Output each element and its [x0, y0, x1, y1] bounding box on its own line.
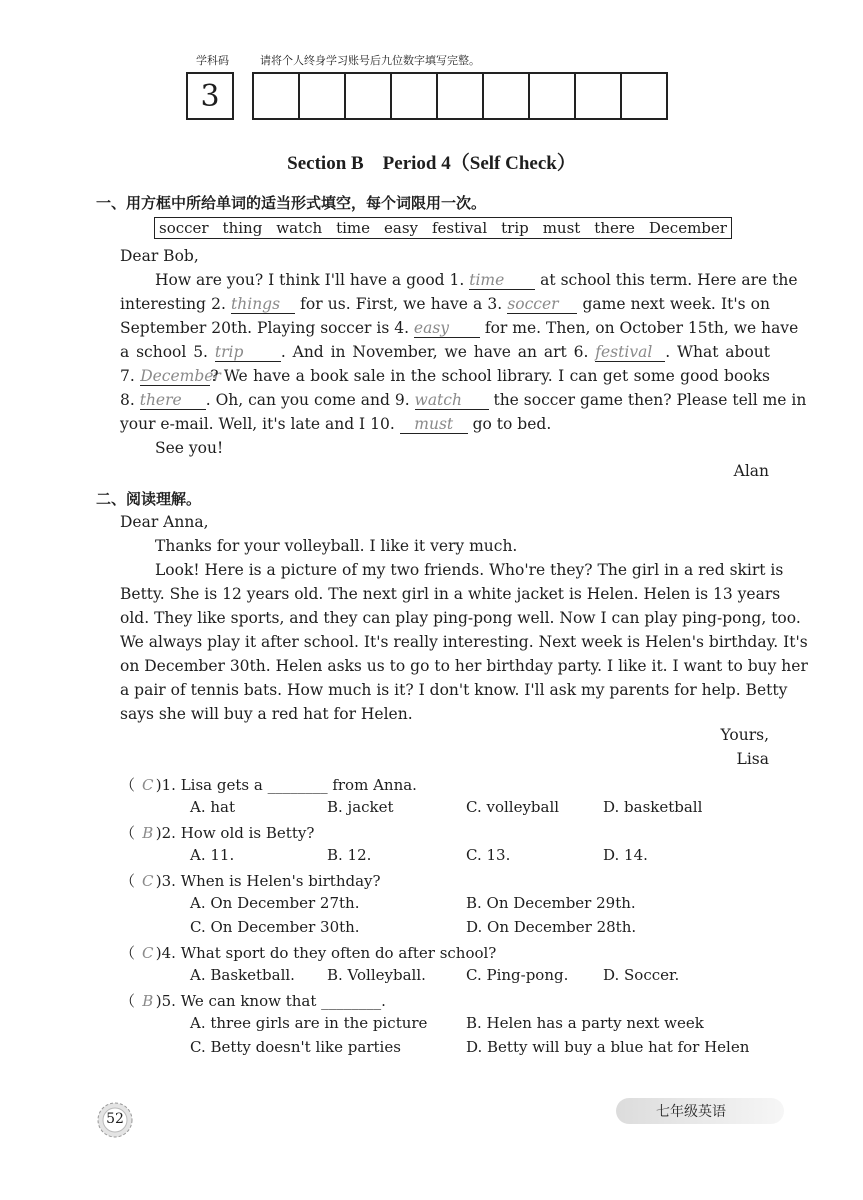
letter-line: [120, 388, 807, 412]
reading-line: on December 30th. Helen asks us to go to her birthday party. I like it. I want to buy her: [120, 657, 808, 675]
page-title: Section B Period 4（Self Check）: [287, 153, 576, 174]
reading-line: a pair of tennis bats. How much is it? I don't know. I'll ask my parents for help. Betty: [120, 681, 788, 699]
question-stem-row: [120, 870, 381, 891]
answer-blank[interactable]: trip: [215, 343, 281, 362]
answer-blank[interactable]: must: [400, 415, 468, 434]
question-option[interactable]: A. hat: [190, 798, 235, 816]
book-label: [616, 1098, 784, 1124]
code-digit-box[interactable]: [620, 72, 668, 120]
reading-line: Look! Here is a picture of my two friends. Who're they? The girl in a red skirt is: [155, 561, 784, 579]
reading-line: Betty. She is 12 years old. The next girl in a white jacket is Helen. Helen is 13 years: [120, 585, 781, 603]
code-digit-box[interactable]: [344, 72, 392, 120]
reading-greeting: Dear Anna,: [120, 513, 209, 531]
word-box-item: trip: [501, 219, 529, 237]
letter-signature: Alan: [733, 462, 769, 480]
code-digit-box[interactable]: [252, 72, 300, 120]
reading-signature: Lisa: [736, 750, 769, 768]
code-digit-box[interactable]: [390, 72, 438, 120]
word-box-item: December: [648, 219, 727, 237]
question-stem: )2. How old is Betty?: [155, 824, 315, 842]
letter-line: [120, 340, 770, 364]
student-code-boxes: [188, 72, 668, 118]
letter-line: [120, 316, 799, 340]
book-label-text: 七年级英语: [656, 1104, 726, 1120]
question-option[interactable]: A. On December 27th.: [190, 894, 360, 912]
question-option[interactable]: D. Soccer.: [603, 966, 680, 984]
question-option[interactable]: C. 13.: [466, 846, 511, 864]
word-box-item: thing: [222, 219, 263, 237]
letter-text: 7.: [120, 367, 141, 385]
letter-text: for us. First, we have a 3.: [295, 295, 508, 313]
word-box: [154, 217, 732, 239]
word-box-item: easy: [384, 219, 419, 237]
word-box-item: festival: [431, 219, 488, 237]
letter-text: How are you? I think I'll have a good 1.: [155, 271, 470, 289]
answer-blank[interactable]: there: [140, 391, 206, 410]
answer-paren: （: [120, 824, 140, 842]
question-option[interactable]: B. 12.: [327, 846, 372, 864]
code-digit-box[interactable]: [482, 72, 530, 120]
word-box-item: watch: [276, 219, 323, 237]
question-option[interactable]: B. On December 29th.: [466, 894, 636, 912]
word-box-item: soccer: [159, 219, 209, 237]
answer-paren: （: [120, 872, 140, 890]
code-digit-box[interactable]: [528, 72, 576, 120]
answer-mark[interactable]: B: [142, 992, 154, 1010]
letter-closing: See you!: [155, 439, 224, 457]
letter-text: September 20th. Playing soccer is 4.: [120, 319, 414, 337]
answer-blank[interactable]: soccer: [507, 295, 577, 314]
letter-text: . And in November, we have an art 6.: [280, 343, 596, 361]
word-box-item: there: [594, 219, 635, 237]
code-digit-box[interactable]: [574, 72, 622, 120]
letter-line: [120, 292, 770, 316]
question-stem: )3. When is Helen's birthday?: [155, 872, 381, 890]
letter-text: . Oh, can you come and 9.: [205, 391, 415, 409]
letter-text: game next week. It's on: [577, 295, 770, 313]
letter-text: at school this term. Here are the: [535, 271, 798, 289]
part2-heading: 二、阅读理解。: [96, 490, 202, 508]
page-number: 52: [106, 1111, 124, 1127]
part1-heading: 一、用方框中所给单词的适当形式填空，每个词限用一次。: [96, 194, 487, 212]
answer-mark[interactable]: C: [142, 944, 154, 962]
question-stem-row: [120, 774, 417, 795]
question-option[interactable]: B. jacket: [327, 798, 394, 816]
answer-blank[interactable]: easy: [414, 319, 480, 338]
letter-text: . What about: [665, 343, 770, 361]
question-stem-row: [120, 822, 314, 843]
question-option[interactable]: A. three girls are in the picture: [190, 1014, 428, 1032]
question-stem: )1. Lisa gets a ________ from Anna.: [155, 776, 417, 794]
question-option[interactable]: D. On December 28th.: [466, 918, 637, 936]
answer-blank[interactable]: festival: [595, 343, 665, 362]
reading-closing: Yours,: [720, 726, 769, 744]
answer-blank[interactable]: December: [140, 367, 221, 385]
question-stem: )5. We can know that ________.: [155, 992, 386, 1010]
question-option[interactable]: D. basketball: [603, 798, 703, 816]
code-instruction: 请将个人终身学习账号后九位数字填写完整。: [260, 54, 480, 67]
answer-mark[interactable]: C: [142, 872, 154, 890]
question-option[interactable]: D. 14.: [603, 846, 648, 864]
question-option[interactable]: C. volleyball: [466, 798, 560, 816]
letter-greeting: Dear Bob,: [120, 247, 199, 265]
letter-line: [155, 268, 798, 292]
answer-paren: （: [120, 992, 140, 1010]
question-option[interactable]: C. Betty doesn't like parties: [190, 1038, 401, 1056]
letter-text: 8.: [120, 391, 140, 409]
letter-text: go to bed.: [467, 415, 552, 433]
page-number-badge: [92, 1100, 138, 1140]
reading-line: old. They like sports, and they can play ping-pong well. Now I can play ping-pong, too.: [120, 609, 801, 627]
reading-line: says she will buy a red hat for Helen.: [120, 705, 413, 723]
letter-line: [120, 412, 770, 436]
question-stem: )4. What sport do they often do after school?: [155, 944, 497, 962]
question-option[interactable]: B. Helen has a party next week: [466, 1014, 704, 1032]
answer-blank[interactable]: time: [469, 271, 535, 290]
answer-mark[interactable]: C: [142, 776, 154, 794]
letter-line: [120, 364, 770, 388]
answer-paren: （: [120, 776, 140, 794]
word-box-item: time: [336, 219, 371, 237]
reading-thanks: Thanks for your volleyball. I like it very much.: [155, 537, 518, 555]
question-stem-row: [120, 990, 386, 1011]
word-box-item: must: [542, 219, 581, 237]
question-option[interactable]: D. Betty will buy a blue hat for Helen: [466, 1038, 750, 1056]
question-option[interactable]: A. 11.: [190, 846, 235, 864]
answer-blank[interactable]: things: [231, 295, 295, 314]
letter-text: interesting 2.: [120, 295, 232, 313]
letter-text: the soccer game then? Please tell me in: [488, 391, 807, 409]
subject-code-box: 3: [186, 72, 234, 120]
letter-text: ? We have a book sale in the school library. I can get some good books: [210, 367, 770, 385]
code-label: 学科码: [196, 54, 229, 67]
question-option[interactable]: A. Basketball.: [190, 966, 295, 984]
question-stem-row: [120, 942, 496, 963]
code-digit-box[interactable]: [436, 72, 484, 120]
question-option[interactable]: C. Ping-pong.: [466, 966, 569, 984]
letter-text: your e-mail. Well, it's late and I 10.: [120, 415, 400, 433]
question-option[interactable]: C. On December 30th.: [190, 918, 360, 936]
question-option[interactable]: B. Volleyball.: [327, 966, 426, 984]
letter-text: a school 5.: [120, 343, 215, 361]
answer-mark[interactable]: B: [142, 824, 154, 842]
letter-text: for me. Then, on October 15th, we have: [479, 319, 799, 337]
code-digit-box[interactable]: [298, 72, 346, 120]
answer-blank[interactable]: watch: [415, 391, 489, 410]
answer-paren: （: [120, 944, 140, 962]
reading-line: We always play it after school. It's really interesting. Next week is Helen's birthday. It's: [120, 633, 808, 651]
